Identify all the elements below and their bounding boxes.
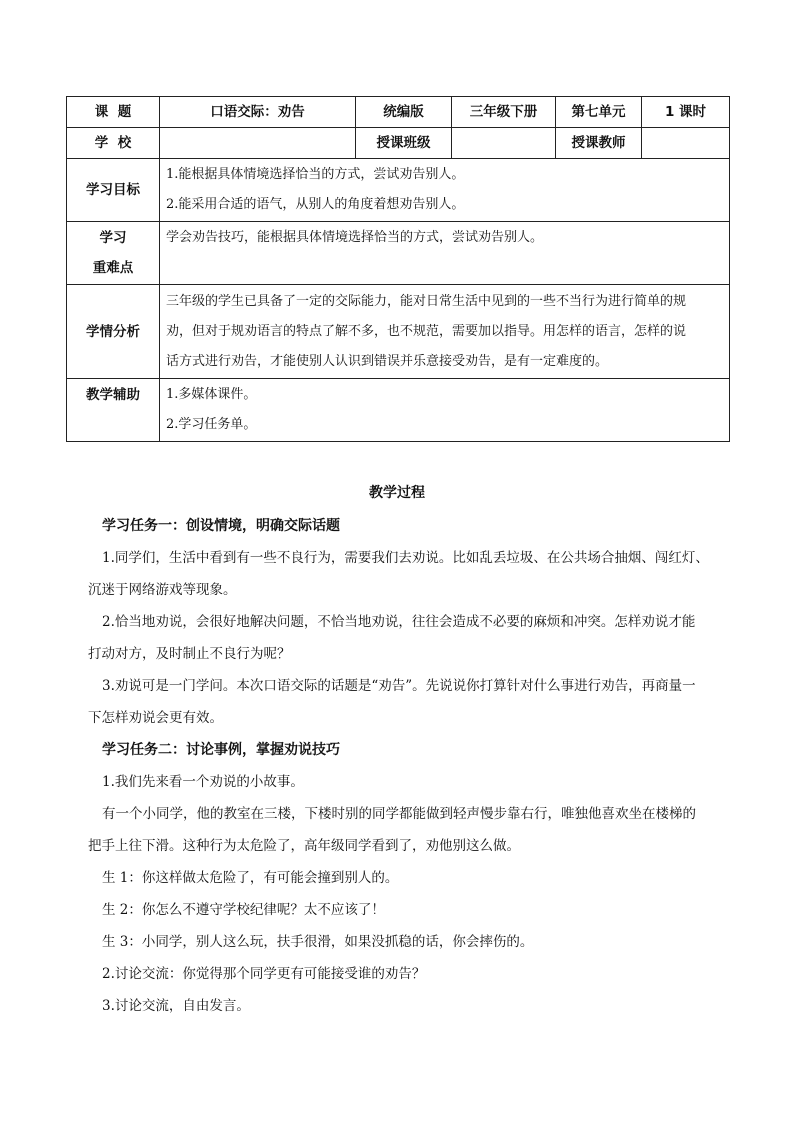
analysis-line-1: 三年级的学生已具备了一定的交际能力，能对日常生活中见到的一些不当行为进行简单的规	[166, 293, 687, 309]
student3-line: 生 3：小同学，别人这么玩，扶手很滑，如果没抓稳的话，你会摔伤的。	[102, 934, 534, 950]
student1-line: 生 1：你这样做太危险了，有可能会撞到别人的。	[102, 870, 399, 886]
table-row	[67, 97, 730, 128]
student2-line: 生 2：你怎么不遵守学校纪律呢？太不应该了！	[102, 902, 385, 918]
task2-p1: 1.我们先来看一个劝说的小故事。	[102, 774, 304, 790]
grade-cell: 三年级下册	[452, 97, 556, 128]
analysis-label: 学情分析	[67, 285, 160, 379]
aids-line-1: 1.多媒体课件。	[166, 387, 257, 402]
topic-label: 课 题	[67, 97, 160, 128]
table-row	[67, 128, 730, 159]
school-value	[160, 128, 356, 159]
class-value	[452, 128, 556, 159]
period-cell: 1 课时	[642, 97, 730, 128]
key-label	[67, 222, 160, 285]
aids-label: 教学辅助	[67, 379, 160, 442]
task1-p2a: 2.恰当地劝说，会很好地解决问题，不恰当地劝说，往往会造成不必要的麻烦和冲突。怎样劝说才能	[102, 614, 696, 630]
goal-label: 学习目标	[67, 159, 160, 222]
key-label-2: 重难点	[92, 260, 134, 276]
edition-cell: 统编版	[356, 97, 452, 128]
analysis-content	[160, 285, 730, 379]
analysis-line-3: 话方式进行劝告，才能使别人认识到错误并乐意接受劝告，是有一定难度的。	[166, 353, 609, 369]
task1-p2b: 打动对方，及时制止不良行为呢？	[88, 646, 291, 662]
unit-cell: 第七单元	[556, 97, 642, 128]
task1-p3b: 下怎样劝说会更有效。	[88, 710, 223, 726]
task2-p2a: 有一个小同学，他的教室在三楼，下楼时别的同学都能做到轻声慢步靠右行，唯独他喜欢坐在楼梯的	[102, 806, 696, 822]
teacher-value	[642, 128, 730, 159]
section-title: 教学过程	[369, 485, 425, 501]
aids-content	[160, 379, 730, 442]
class-label: 授课班级	[356, 128, 452, 159]
lesson-info-table	[66, 96, 730, 442]
goal-content	[160, 159, 730, 222]
table-row	[67, 379, 730, 442]
task2-p3: 2.讨论交流：你觉得那个同学更有可能接受谁的劝告？	[102, 966, 426, 982]
aids-line-2: 2.学习任务单。	[166, 417, 257, 432]
task1-p3a: 3.劝说可是一门学问。本次口语交际的话题是“劝告”。先说说你打算针对什么事进行劝告，再商量一	[102, 678, 696, 694]
table-row	[67, 222, 730, 285]
task2-p2b: 把手上往下滑。这种行为太危险了，高年级同学看到了，劝他别这么做。	[88, 838, 520, 854]
analysis-line-2: 劝，但对于规劝语言的特点了解不多，也不规范，需要加以指导。用怎样的语言，怎样的说	[166, 323, 687, 339]
teacher-label: 授课教师	[556, 128, 642, 159]
table-row	[67, 159, 730, 222]
goal-line-2: 2.能采用合适的语气，从别人的角度着想劝告别人。	[166, 197, 465, 212]
goal-line-1: 1.能根据具体情境选择恰当的方式，尝试劝告别人。	[166, 167, 465, 182]
key-content: 学会劝告技巧，能根据具体情境选择恰当的方式，尝试劝告别人。	[160, 222, 730, 285]
school-label: 学 校	[67, 128, 160, 159]
task2-p4: 3.讨论交流，自由发言。	[102, 998, 250, 1014]
task1-heading: 学习任务一：创设情境，明确交际话题	[102, 518, 340, 534]
table-row	[67, 285, 730, 379]
task1-section	[88, 510, 728, 1022]
task2-heading: 学习任务二：讨论事例，掌握劝说技巧	[102, 742, 340, 758]
topic-value: 口语交际：劝告	[160, 97, 356, 128]
task1-p1a: 1.同学们，生活中看到有一些不良行为，需要我们去劝说。比如乱丢垃圾、在公共场合抽烟、闯红灯、	[102, 550, 709, 566]
key-label-1: 学习	[99, 230, 127, 246]
task1-p1b: 沉迷于网络游戏等现象。	[88, 582, 237, 598]
